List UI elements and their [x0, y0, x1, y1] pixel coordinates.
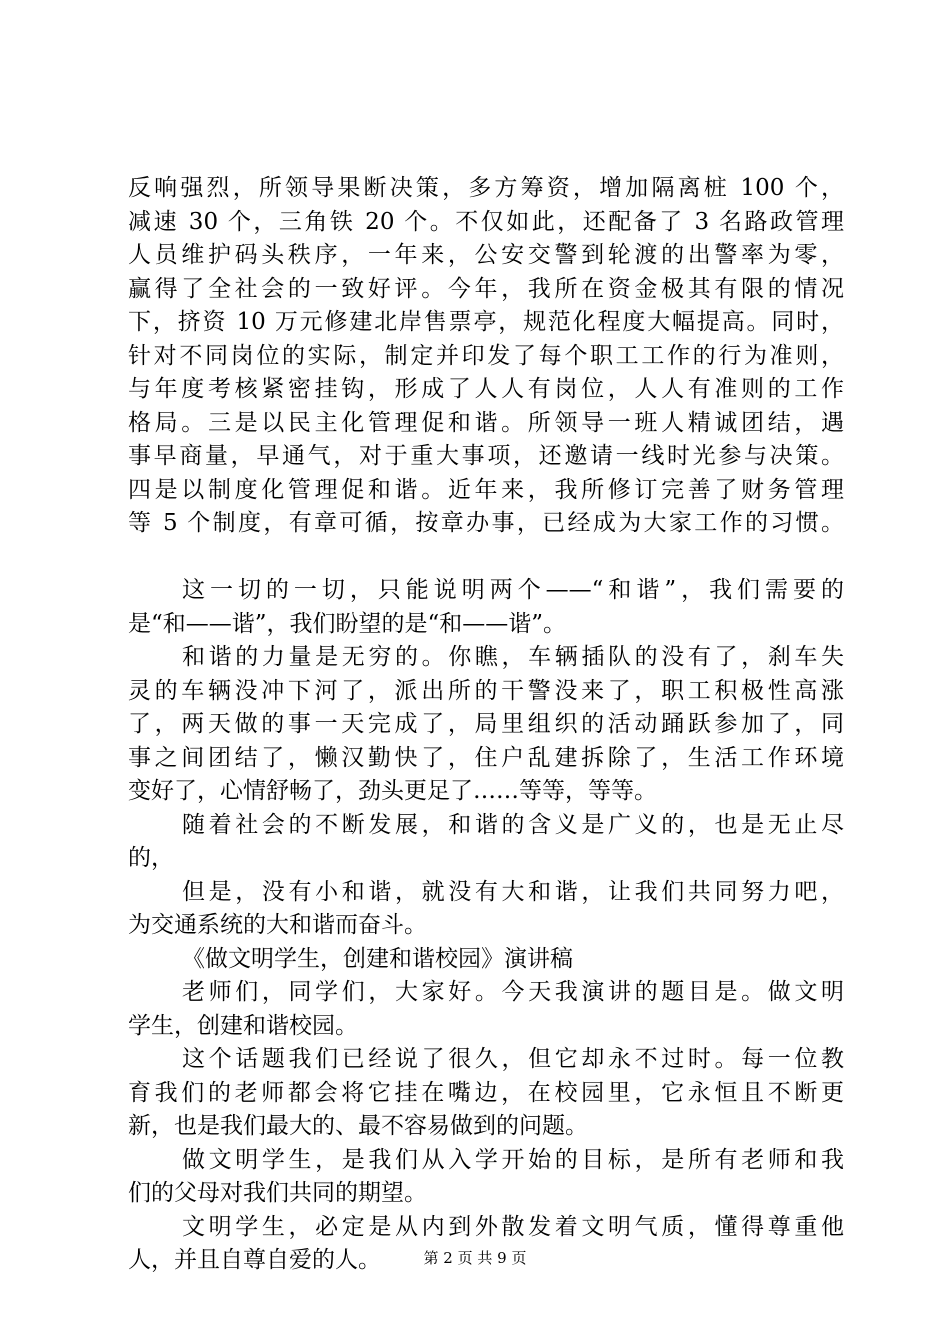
- paragraph-6: [128, 976, 844, 1043]
- text-line: 人，并且自尊自爱的人。: [128, 1247, 381, 1273]
- paragraph-8: [128, 1144, 844, 1211]
- page-number-label: 第 2 页 共 9 页: [423, 1249, 527, 1267]
- text-line: 四是以制度化管理促和谐。近年来，我所修订完善了财务管理: [128, 476, 844, 503]
- text-line: 新，也是我们最大的、最不容易做到的问题。: [128, 1113, 588, 1139]
- text-line: 了，两天做的事一天完成了，局里组织的活动踊跃参加了，同: [128, 711, 844, 737]
- text-line: 为交通系统的大和谐而奋斗。: [128, 912, 427, 938]
- text-line: 这个话题我们已经说了很久，但它却永不过时。每一位教: [182, 1046, 844, 1072]
- speech-title: [128, 943, 844, 977]
- paragraph-4: [128, 809, 844, 876]
- text-line: 针对不同岗位的实际，制定并印发了每个职工工作的行为准则，: [128, 342, 844, 369]
- text-line: 育我们的老师都会将它挂在嘴边，在校园里，它永恒且不断更: [128, 1079, 844, 1106]
- text-line: 的，: [128, 845, 174, 871]
- text-line: 人员维护码头秩序，一年来，公安交警到轮渡的出警率为零，: [128, 242, 844, 268]
- text-line: 反响强烈，所领导果断决策，多方筹资，增加隔离桩 100 个，: [128, 175, 844, 201]
- text-line: 格局。三是以民主化管理促和谐。所领导一班人精诚团结，遇: [128, 409, 844, 436]
- text-line: 等 5 个制度，有章可循，按章办事，已经成为大家工作的习惯。: [128, 510, 844, 536]
- text-line: 随着社会的不断发展，和谐的含义是广义的，也是无止尽: [182, 811, 844, 838]
- text-line: 赢得了全社会的一致好评。今年，我所在资金极其有限的情况: [128, 275, 844, 302]
- text-line: 下，挤资 10 万元修建北岸售票亭，规范化程度大幅提高。同时，: [128, 309, 844, 335]
- page-footer: [0, 1248, 950, 1268]
- text-line: 做文明学生，是我们从入学开始的目标，是所有老师和我: [182, 1146, 844, 1173]
- speech-title-text: 《做文明学生，创建和谐校园》演讲稿: [182, 945, 573, 972]
- paragraph-3: [128, 641, 844, 809]
- paragraph-1: [128, 172, 844, 541]
- text-line: 灵的车辆没冲下河了，派出所的干警没来了，职工积极性高涨: [128, 677, 844, 704]
- text-line: 学生，创建和谐校园。: [128, 1012, 358, 1039]
- text-line: 减速 30 个，三角铁 20 个。不仅如此，还配备了 3 名路政管理: [128, 208, 844, 235]
- text-line: 老师们，同学们，大家好。今天我演讲的题目是。做文明: [182, 979, 844, 1005]
- text-line: 与年度考核紧密挂钩，形成了人人有岗位，人人有准则的工作: [128, 376, 844, 402]
- text-line: 是“和——谐”，我们盼望的是“和——谐”。: [128, 610, 567, 637]
- text-line: 事之间团结了，懒汉勤快了，住户乱建拆除了，生活工作环境: [128, 744, 844, 771]
- paragraph-7: [128, 1043, 844, 1144]
- text-line: 变好了，心情舒畅了，劲头更足了……等等，等等。: [128, 778, 657, 804]
- text-line: 和谐的力量是无穷的。你瞧，车辆插队的没有了，刹车失: [182, 644, 844, 670]
- document-body: [128, 172, 844, 1278]
- text-line: 文明学生，必定是从内到外散发着文明气质，懂得尊重他: [182, 1213, 844, 1240]
- paragraph-5: [128, 876, 844, 943]
- text-line: 事早商量，早通气，对于重大事项，还邀请一线时光参与决策。: [128, 443, 844, 469]
- text-line: 们的父母对我们共同的期望。: [128, 1180, 427, 1206]
- paragraph-spacer: [128, 541, 844, 575]
- text-line: 这一切的一切，只能说明两个——“和谐”，我们需要的: [182, 577, 844, 603]
- paragraph-2: [128, 574, 844, 641]
- text-line: 但是，没有小和谐，就没有大和谐，让我们共同努力吧，: [182, 878, 844, 905]
